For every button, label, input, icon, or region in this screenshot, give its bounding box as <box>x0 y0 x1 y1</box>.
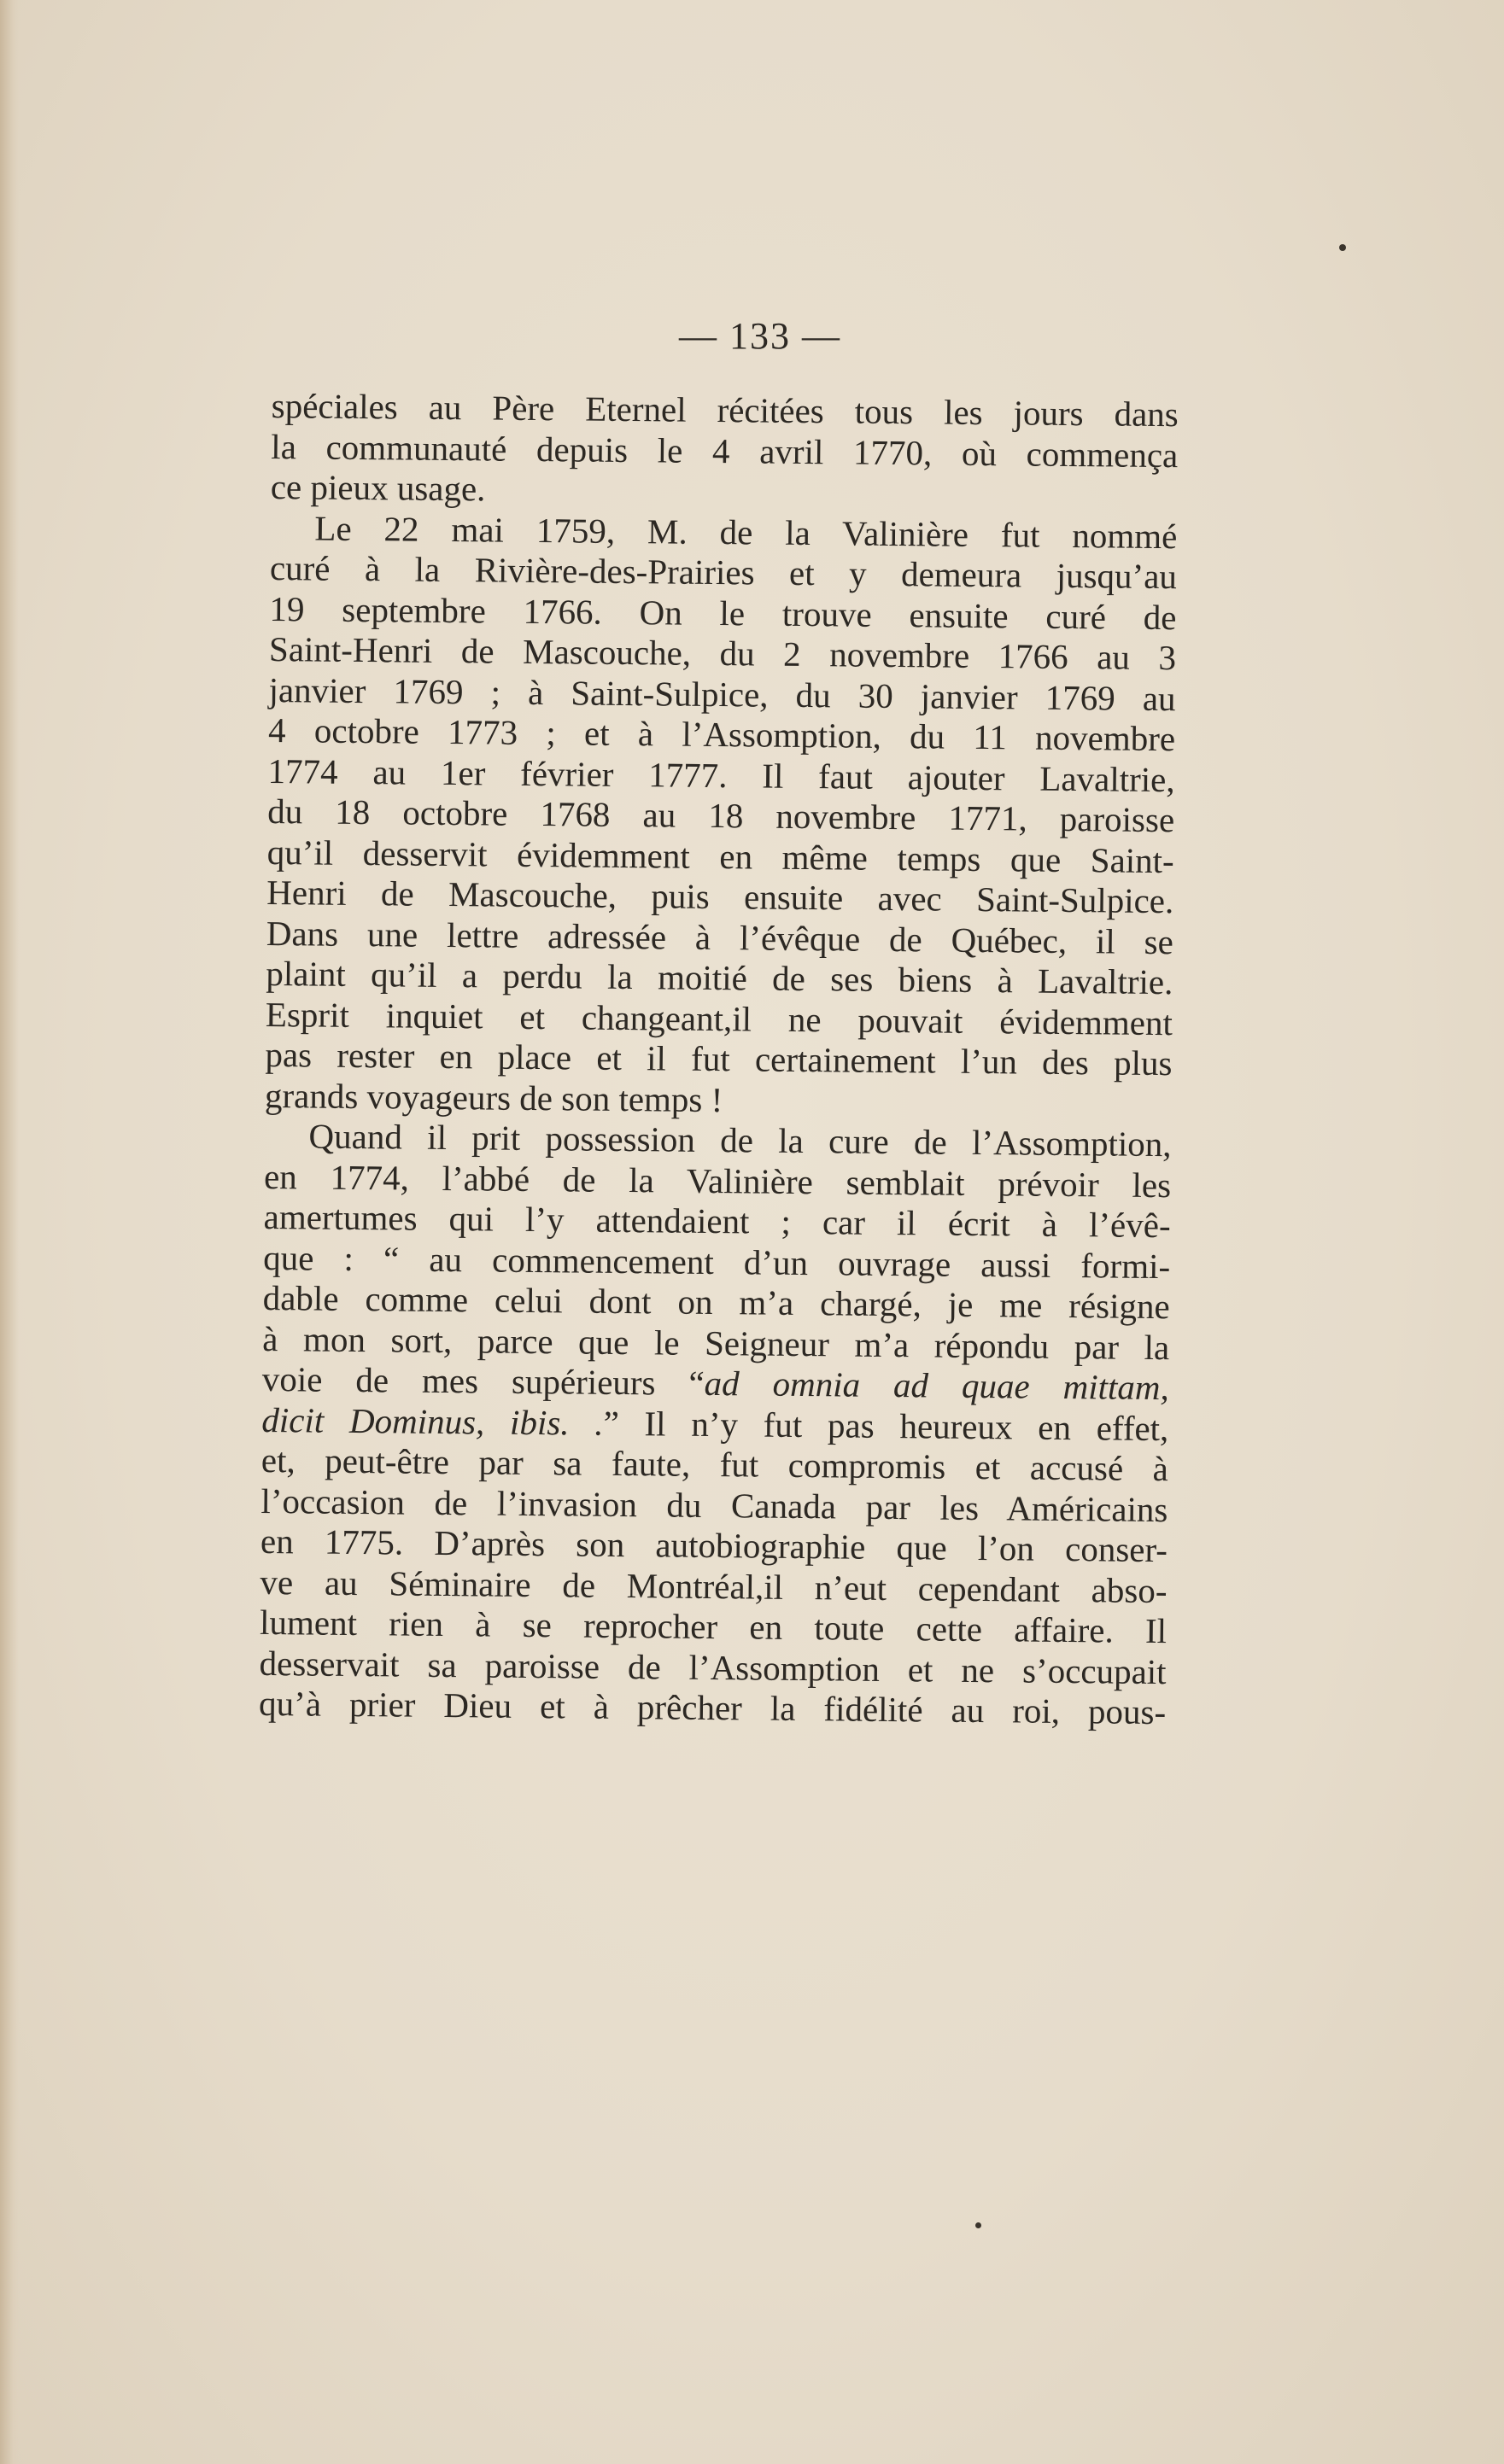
text-line: que : “ au commencement d’un ouvrage aussi formi- <box>262 1237 1171 1286</box>
ink-speck <box>975 2222 981 2228</box>
text-segment: voie de mes supérieurs “ <box>261 1358 705 1403</box>
text-line: plaint qu’il a perdu la moitié de ses biens à Lavaltrie. <box>266 953 1173 1002</box>
text-line: et, peut-être par sa faute, fut compromis et accusé à <box>260 1439 1169 1489</box>
text-line: à mon sort, parce que le Seigneur m’a répondu par la <box>262 1318 1170 1367</box>
text-line: qu’il desservit évidemment en même temps que Saint- <box>266 832 1174 880</box>
text-line: Quand il prit possession de la cure de l’Assomption, <box>308 1116 1172 1165</box>
paragraph <box>259 1116 1172 1733</box>
paragraph <box>271 386 1179 517</box>
text-line: en 1774, l’abbé de la Valinière semblait prévoir les <box>263 1156 1172 1205</box>
text-line: amertumes qui l’y attendaient ; car il écrit à l’évê- <box>263 1196 1171 1246</box>
text-line: Le 22 mai 1759, M. de la Valinière fut nommé <box>314 507 1178 556</box>
text-line: qu’à prier Dieu et à prêcher la fidélité au roi, pous- <box>258 1683 1167 1732</box>
text-line: dable comme celui dont on m’a chargé, je me résigne <box>262 1277 1170 1327</box>
text-line: 1774 au 1er février 1777. Il faut ajouter Lavaltrie, <box>267 750 1175 799</box>
body-text <box>259 386 1179 1733</box>
text-line: spéciales au Père Eternel récitées tous les jours dans <box>271 386 1179 435</box>
text-line: curé à la Rivière-des-Prairies et y demeura jusqu’au <box>269 547 1178 597</box>
text-line: en 1775. D’après son autobiographie que l’on conser- <box>260 1521 1168 1570</box>
text-line: desservait sa paroisse de l’Assomption et ne s’occupait <box>259 1643 1167 1691</box>
ink-speck <box>1339 244 1346 251</box>
page-edge-shadow <box>0 0 19 2464</box>
text-line: lument rien à se reprocher en toute cette affaire. Il <box>259 1602 1168 1651</box>
text-line: la communauté depuis le 4 avril 1770, où commença <box>271 426 1179 475</box>
text-line: du 18 octobre 1768 au 18 novembre 1771, paroisse <box>266 791 1175 840</box>
text-line: ve au Séminaire de Montréal,il n’eut cependant abso- <box>260 1562 1168 1610</box>
text-line: l’occasion de l’invasion du Canada par les Américains <box>260 1480 1168 1529</box>
text-line: ce pieux usage. <box>270 466 486 509</box>
page-number: — 133 — <box>679 315 841 357</box>
latin-quote: ad omnia ad quae mittam, <box>704 1363 1170 1408</box>
text-segment: ” Il n’y fut pas heureux en effet, <box>603 1403 1169 1448</box>
latin-quote: dicit Dominus, ibis. . <box>261 1399 604 1443</box>
text-line: Esprit inquiet et changeant,il ne pouvait évidemment <box>265 994 1173 1042</box>
text-line: Henri de Mascouche, puis ensuite avec Saint-Sulpice. <box>266 872 1174 921</box>
paragraph <box>265 507 1178 1124</box>
text-line: janvier 1769 ; à Saint-Sulpice, du 30 janvier 1769 au <box>268 669 1176 718</box>
text-line: grands voyageurs de son temps ! <box>264 1075 723 1119</box>
text-line: Saint-Henri de Mascouche, du 2 novembre 1766 au 3 <box>268 628 1177 678</box>
text-line: 19 septembre 1766. On le trouve ensuite curé de <box>269 588 1177 637</box>
text-line: 4 octobre 1773 ; et à l’Assomption, du 11 novembre <box>267 709 1176 759</box>
text-line: Dans une lettre adressée à l’évêque de Québec, il se <box>266 913 1174 961</box>
text-line: pas rester en place et il fut certainement l’un des plus <box>265 1034 1173 1083</box>
